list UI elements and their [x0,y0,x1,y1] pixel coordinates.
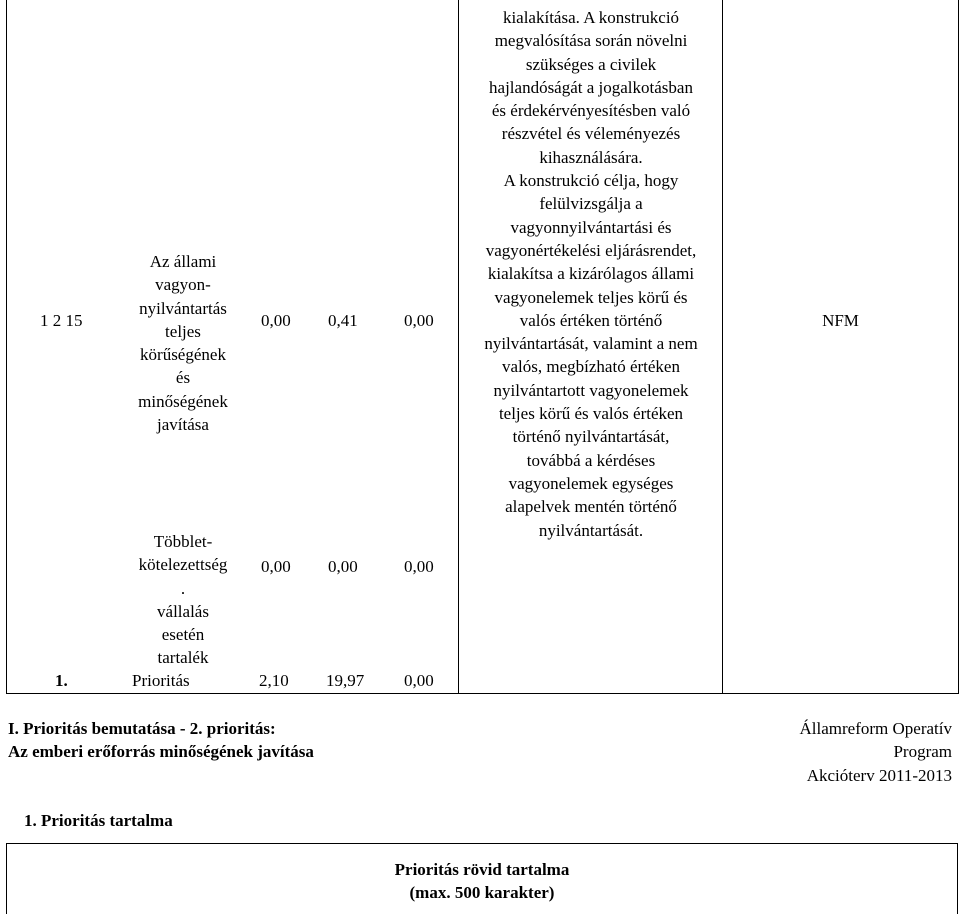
footer-program-title [800,717,952,787]
total-value-3: 0,00 [404,671,434,690]
description-line: továbbá a kérdéses [526,450,656,470]
table-border-left [6,0,7,694]
table-border-bottom [6,693,959,694]
reserve-name-line: . [180,578,186,598]
reserve-name-line: kötelezettség [138,555,228,575]
description-line: megvalósítása során növelni [494,31,688,51]
reserve-value-3: 0,00 [404,557,434,576]
reserve-value-1: 0,00 [261,557,291,576]
row-owner: NFM [822,311,859,330]
row-name-line: nyilvántartás [139,298,227,318]
row-name-line: teljes [165,321,201,341]
row-name-line: javítása [157,415,209,435]
description-line: alapelvek mentén történő [505,497,677,517]
reserve-value-2: 0,00 [328,557,358,576]
description-line: kialakítsa a kizárólagos állami [487,264,695,284]
description-line: kialakítása. A konstrukció [502,8,680,27]
description-line: hajlandóságát a jogalkotásban [489,77,693,97]
reserve-name-line: Többlet- [153,532,213,551]
row-name-line: Az állami [149,252,217,271]
description-line: vagyonelemek teljes körű és [494,287,688,307]
row-name-line: körűségének [140,345,226,365]
total-label: Prioritás [132,671,190,690]
description-line: valós értéken történő [519,310,663,330]
description-line: nyilvántartott vagyonelemek [493,380,689,400]
description-line: vagyonnyilvántartási és [510,217,672,237]
description-line: felülvizsgálja a [539,194,643,214]
reserve-name-line: vállalás [157,601,209,621]
row-description [460,6,722,542]
footer-priority-subheading: Az emberi erőforrás minőségének javítása [8,742,314,761]
section-title: 1. Prioritás tartalma [24,811,173,830]
footer-priority-heading: I. Prioritás bemutatása - 2. prioritás: [8,719,276,738]
row-value-1: 0,00 [261,311,291,330]
row-name [118,250,248,436]
description-line: szükséges a civilek [525,54,657,74]
content-box-line: Prioritás rövid tartalma [394,860,570,879]
description-line: A konstrukció célja, hogy [503,171,679,191]
description-line: valós, megbízható értéken [502,357,680,377]
description-line: teljes körű és valós értéken [498,404,684,424]
description-line: történő nyilvántartását, [512,427,670,447]
description-line: vagyonértékelési eljárásrendet, [485,240,697,260]
description-line: nyilvántartását, valamint a nem [484,334,698,354]
reserve-name-line: esetén [161,625,205,645]
program-title-line: Program [893,742,952,762]
row-value-2: 0,41 [328,311,358,330]
description-line: vagyonelemek egységes [508,473,674,493]
reserve-name [118,530,248,670]
row-name-line: minőségének [138,391,228,411]
row-code: 1 2 15 [40,311,83,330]
row-name-line: és [175,368,191,388]
total-value-2: 19,97 [326,671,365,690]
program-title-line: Akcióterv 2011-2013 [806,765,952,785]
content-box-line: (max. 500 karakter) [409,883,555,903]
reserve-name-line: tartalék [157,648,209,668]
row-value-3: 0,00 [404,311,434,330]
table-border-top-right [458,0,459,694]
content-box-title [7,858,957,905]
table-divider-desc-owner [722,0,723,694]
program-title-line: Államreform Operatív [799,719,952,738]
description-line: kihasználására. [539,147,643,167]
total-value-1: 2,10 [259,671,289,690]
description-line: és érdekérvényesítésben való [491,101,691,121]
description-line: nyilvántartását. [538,520,644,540]
content-box [6,843,958,914]
table-border-right [958,0,959,694]
row-name-line: vagyon- [155,275,211,295]
description-line: részvétel és véleményezés [501,124,681,144]
total-number: 1. [55,671,68,690]
